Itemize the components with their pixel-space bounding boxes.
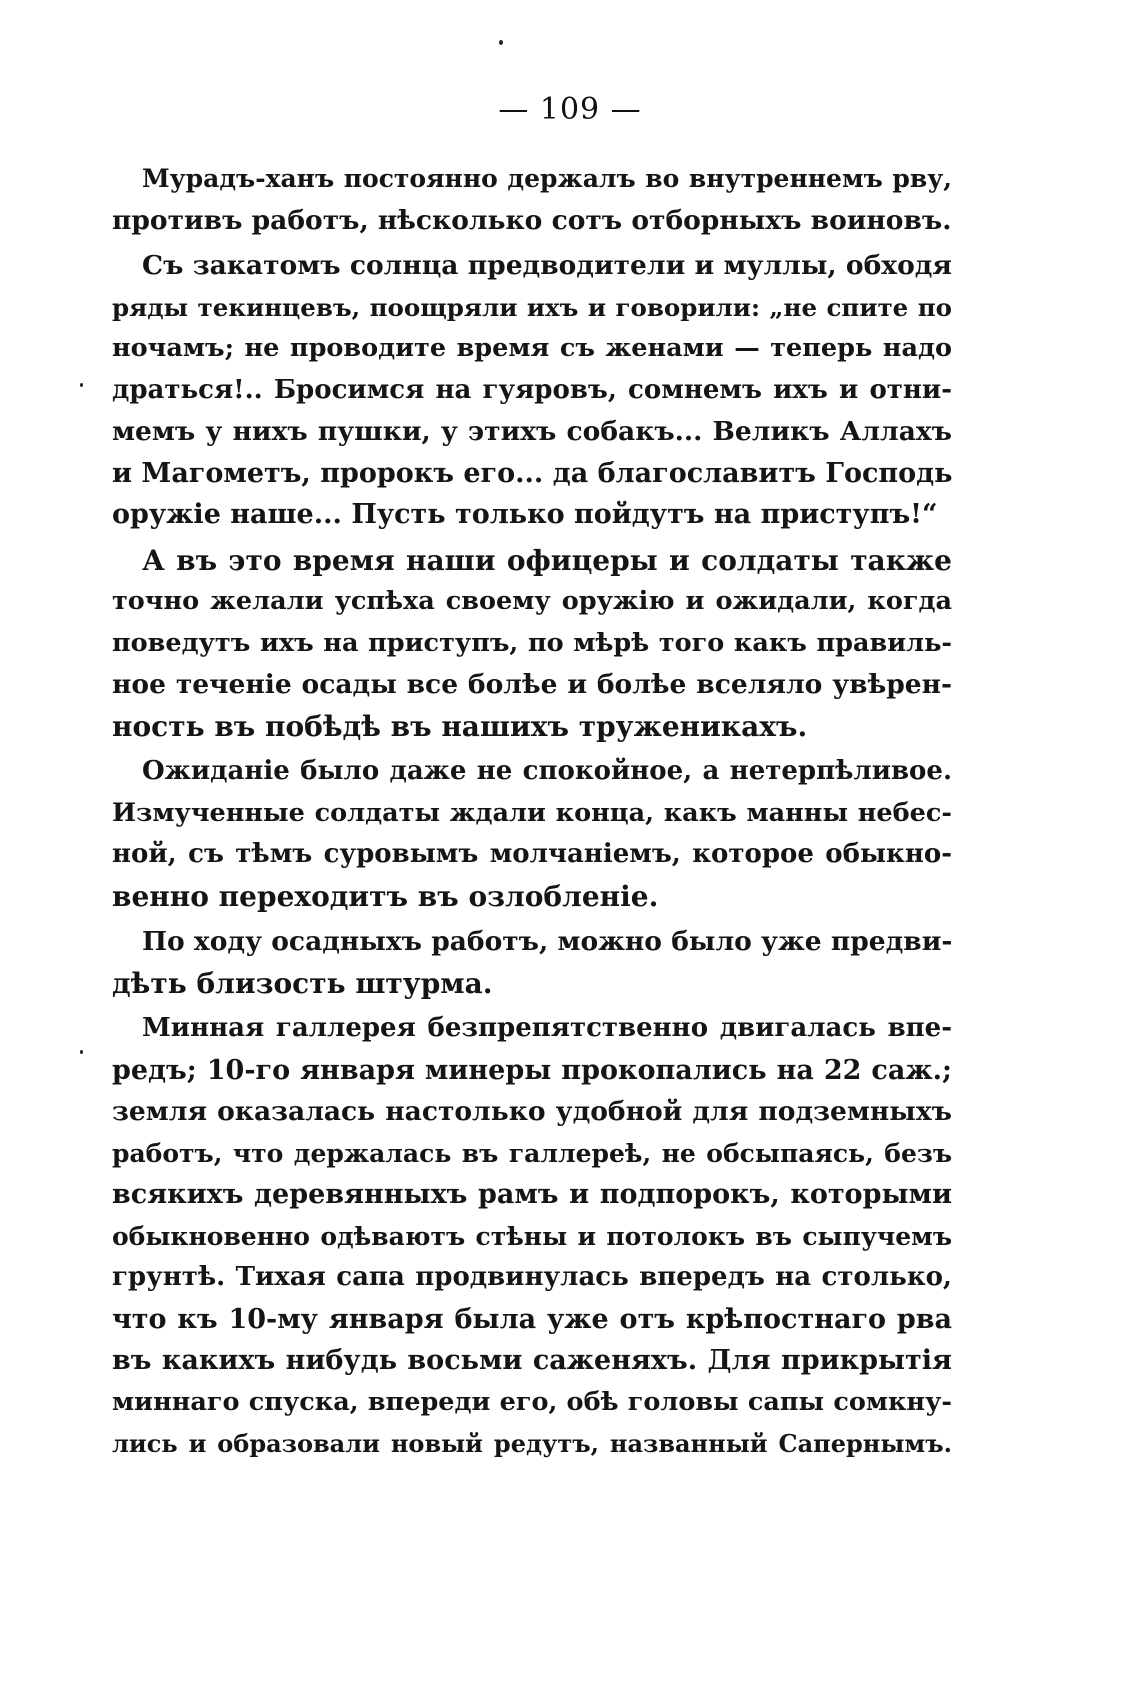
text-line: лись и образовали новый редутъ, названный Сапернымъ. [112, 1429, 952, 1458]
print-speck [80, 383, 83, 387]
text-line: противъ работъ, нѣсколько сотъ отборныхъ воиновъ. [112, 204, 952, 236]
print-speck [499, 40, 503, 45]
text-line: дѣть близость штурма. [112, 966, 493, 1000]
text-line: обыкновенно одѣваютъ стѣны и потолокъ въ сыпучемъ [112, 1221, 952, 1251]
text-line: Измученные солдаты ждали конца, какъ манны небес- [112, 797, 952, 828]
text-line: Ожиданіе было даже не спокойное, а нетерпѣливое. [142, 756, 952, 786]
text-line: и Магометъ, пророкъ его... да благославитъ Господь [112, 457, 953, 489]
page-number: — 109 — [498, 92, 642, 127]
text-line: ряды текинцевъ, поощряли ихъ и говорили: „не спите по [112, 292, 952, 322]
text-line: драться!.. Бросимся на гуяровъ, сомнемъ ихъ и отни- [112, 374, 952, 405]
text-line: земля оказалась настолько удобной для подземныхъ [112, 1096, 952, 1127]
text-line: ность въ побѣдѣ въ нашихъ труженикахъ. [112, 709, 808, 743]
text-line: Съ закатомъ солнца предводители и муллы, обходя [142, 250, 952, 281]
paragraph [112, 540, 952, 748]
body-text [112, 158, 952, 1465]
text-line: ной, съ тѣмъ суровымъ молчаніемъ, которое обыкно- [112, 839, 952, 869]
paragraph [112, 158, 952, 241]
text-line: редъ; 10-го января минеры прокопались на 22 саж.; [112, 1054, 952, 1086]
text-line: Мурадъ-ханъ постоянно держалъ во внутреннемъ рву, [142, 164, 952, 193]
text-line: венно переходитъ въ озлобленіе. [112, 879, 659, 913]
paragraph [112, 921, 952, 1004]
text-line: всякихъ деревянныхъ рамъ и подпорокъ, которыми [112, 1179, 952, 1210]
text-line: точно желали успѣха своему оружію и ожидали, когда [112, 586, 952, 616]
paragraph [112, 245, 952, 536]
text-line: оружіе наше... Пусть только пойдутъ на приступъ!“ [112, 499, 938, 530]
text-line: работъ, что держалась въ галлереѣ, не обсыпаясь, безъ [112, 1138, 952, 1168]
paragraph [112, 751, 952, 917]
text-line: грунтѣ. Тихая сапа продвинулась впередъ на столько, [112, 1262, 952, 1292]
text-line: ночамъ; не проводите время съ женами — теперь надо [112, 333, 952, 363]
text-line: миннаго спуска, впереди его, обѣ головы сапы сомкну- [112, 1386, 952, 1417]
print-speck [80, 1050, 83, 1054]
text-line: въ какихъ нибудь восьми саженяхъ. Для прикрытія [112, 1345, 952, 1376]
text-line: ное теченіе осады все болѣе и болѣе вселяло увѣрен- [112, 669, 952, 700]
text-line: Минная галлерея безпрепятственно двигалась впе- [142, 1013, 952, 1043]
paragraph [112, 1008, 952, 1465]
text-line: поведутъ ихъ на приступъ, по мѣрѣ того какъ правиль- [112, 627, 952, 658]
text-line: мемъ у нихъ пушки, у этихъ собакъ... Великъ Аллахъ [112, 416, 952, 447]
text-line: что къ 10-му января была уже отъ крѣпостнаго рва [112, 1303, 952, 1335]
text-line: А въ это время наши офицеры и солдаты также [142, 543, 952, 577]
text-line: По ходу осадныхъ работъ, можно было уже предви- [142, 926, 953, 957]
